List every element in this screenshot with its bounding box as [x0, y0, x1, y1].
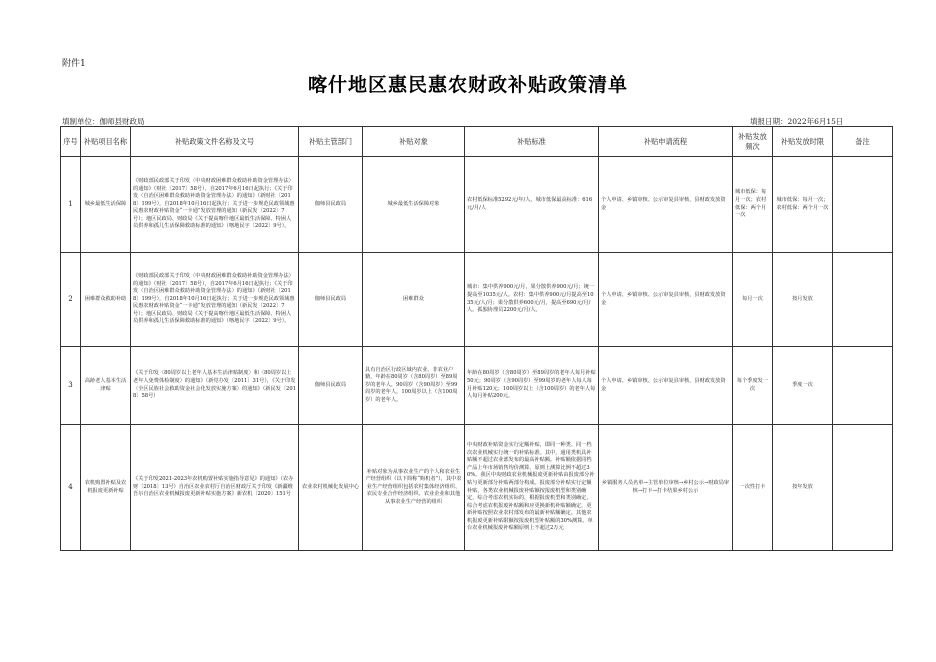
header-policy: 补贴政策文件名称及文号 [131, 127, 299, 157]
cell-target: 困难群众 [363, 253, 465, 347]
cell-note [833, 425, 893, 551]
cell-limit: 按年发放 [773, 425, 833, 551]
cell-process: 个人申请、乡镇审核、公示审复县审核，县财政发放资金 [599, 347, 733, 425]
cell-target: 补贴对象为从事农业生产的个人和农业生产经营组织（以下简称“购机者”），其中农业生产经营组织包括农村集体经济组织、农民专业合作经济组织、农业企业和其他从事农业生产经营的组织 [363, 425, 465, 551]
cell-no: 2 [61, 253, 81, 347]
cell-process: 个人申请、乡镇审核、公示审复县审核，县财政发放资金 [599, 253, 733, 347]
cell-no: 1 [61, 157, 81, 253]
cell-no: 4 [61, 425, 81, 551]
cell-standard: 城市：集中供养900元/月，果分散供养900元/月；统一提高至1035元/人。农村：集中供养900元/月提高至1035元/人/月；果分散供养600元/月，提高至690元/月/人。孤独协理员2200元/月/人。 [465, 253, 599, 347]
header-standard: 补贴标准 [465, 127, 599, 157]
table-row [61, 425, 893, 551]
header-row [61, 127, 893, 157]
cell-name: 农机购置补贴及农机报废更新补贴 [81, 425, 131, 551]
header-target: 补贴对象 [363, 127, 465, 157]
subsidy-policy-table [60, 126, 893, 551]
cell-name: 困难群众救助补助 [81, 253, 131, 347]
filing-date: 填报日期：2022年6月15日 [750, 117, 844, 126]
header-limit: 补贴发放时限 [773, 127, 833, 157]
cell-no: 3 [61, 347, 81, 425]
filing-unit: 填制单位：伽师县财政局 [62, 117, 145, 126]
header-name: 补贴项目名称 [81, 127, 131, 157]
cell-name: 高龄老人基本生活津贴 [81, 347, 131, 425]
cell-note [833, 157, 893, 253]
cell-freq: 一次性打卡 [733, 425, 773, 551]
cell-process: 个人申请、乡镇审核、公示审复县审核，县财政发放资金 [599, 157, 733, 253]
cell-standard: 中央财政补贴资金实行定额补贴，即同一种类、同一档次农业机械实行统一的补贴标准。其中，通用类机具补贴额不超过农业部发布的最高补贴额。补贴额依据同档产品上年市场销售均价测算，原则上测算比例不超过30%。我区中央财政农业机械报废更新补贴由报废部分补贴与更新部分补贴两部分构成。报废部分补贴实行定额补贴，各类农业机械报废补贴额按报废机型和类别确定，综合考虑农机实际的，根据报废机型和类别确定，综合考虑农机报废补贴额和应更换新机补贴额确定，更新补贴按照农业农村部发布的最新补贴额确定。其他农机报废更新补贴限额按报废机型补贴额的30%测算。单台农业机械报废补贴额原则上不超过2万元 [465, 425, 599, 551]
header-freq: 补贴发放频次 [733, 127, 773, 157]
cell-limit: 按月发放 [773, 253, 833, 347]
cell-policy: 《关于印发〈80周岁以上老年人基本生活津贴制度〉和〈80周岁以上老年人免费体检制度〉的通知》（新党办发〔2011〕31号），《关于印发〈全区民族社会救助资金社会化发放实施方案〉的通知》（新民发〔2018〕58号） [131, 347, 299, 425]
cell-limit: 城市低保：每月一次；农村低保：两个月一次 [773, 157, 833, 253]
cell-name: 城乡最低生活保障 [81, 157, 131, 253]
cell-dept: 农业农村机械化发展中心 [299, 425, 363, 551]
cell-note [833, 347, 893, 425]
attachment-label: 附件1 [62, 59, 86, 69]
cell-policy: 《财政部民政部关于印发〈中央财政困难群众救助补助资金管理办法〉的通知》（财社〔2017〕58号），自2017年6月16日起执行；《关于印发〈自治区困难群众救助补助资金管理办法〉的通知》（新财社〔2018〕199号），自2018年10月16日起执行；关于进一步规范民政领域惠民惠农财政补贴资金“一卡通”发放管理的通知（新民发〔2022〕7号）；地区民政局、财政局《关于提高喀什地区最低生活保障、特困人员供养和孤儿生活保障救助标准的通知》（喀地民字〔2022〕9号）。 [131, 253, 299, 347]
cell-target: 城乡最低生活保障对象 [363, 157, 465, 253]
table-row [61, 157, 893, 253]
cell-limit: 季度一次 [773, 347, 833, 425]
cell-process: 乡镇服务人员名单→主管单位审核→乡村公示→财政局审核→打卡→打卡结果乡村公示 [599, 425, 733, 551]
header-no: 序号 [61, 127, 81, 157]
header-process: 补贴申请流程 [599, 127, 733, 157]
table-row [61, 253, 893, 347]
cell-policy: 《关于印发2021-2023年农机购置补贴实施指导意见》的通知》（农办财〔2018〕13号）自治区农业农村厅自治区财政厅关于印发《新疆维吾尔自治区农业机械报废更新补贴实施方案》新农机〔2020〕151号 [131, 425, 299, 551]
cell-policy: 《财政部民政部关于印发〈中央财政困难群众救助补助资金管理办法〉的通知》（财社〔2017〕58号），自2017年6月16日起执行；《关于印发〈自治区困难群众救助补助资金管理办法〉的通知》（新财社〔2018〕199号），自2018年10月16日起执行；关于进一步规范民政领域惠民惠农财政补贴资金“一卡通”发放管理的通知（新民发〔2022〕7号）；地区民政局、财政局《关于提高喀什地区最低生活保障、特困人员供养和孤儿生活保障救助标准的通知》（喀地民字〔2022〕9号）。 [131, 157, 299, 253]
cell-standard: 农村低保标准5292元/年/人，城市低保最高标准：616元/月/人 [465, 157, 599, 253]
cell-freq: 每个季度发一次 [733, 347, 773, 425]
cell-dept: 伽师县民政局 [299, 157, 363, 253]
table-row [61, 347, 893, 425]
cell-freq: 每月一次 [733, 253, 773, 347]
document-title: 喀什地区惠民惠农财政补贴政策清单 [307, 74, 628, 96]
cell-target: 具有自治区行政区域内农业、非农业户籍，年龄在80周岁（含80周岁）至89周岁的老年人，90周岁（含90周岁）至99周岁的老年人，100周岁以上（含100周岁）的老年人。 [363, 347, 465, 425]
cell-dept: 伽师县民政局 [299, 253, 363, 347]
cell-freq: 城市低保：每月一次；农村低保：两个月一次 [733, 157, 773, 253]
header-note: 备注 [833, 127, 893, 157]
cell-note [833, 253, 893, 347]
header-dept: 补贴主管部门 [299, 127, 363, 157]
cell-standard: 年龄在80周岁（含80周岁）至89周岁的老年人每月补贴50元；90周岁（含90周岁）至99周岁的老年人每人每月补贴120元；100周岁以上（含100周岁）的老年人每人每月补贴200元。 [465, 347, 599, 425]
cell-dept: 伽师县民政局 [299, 347, 363, 425]
